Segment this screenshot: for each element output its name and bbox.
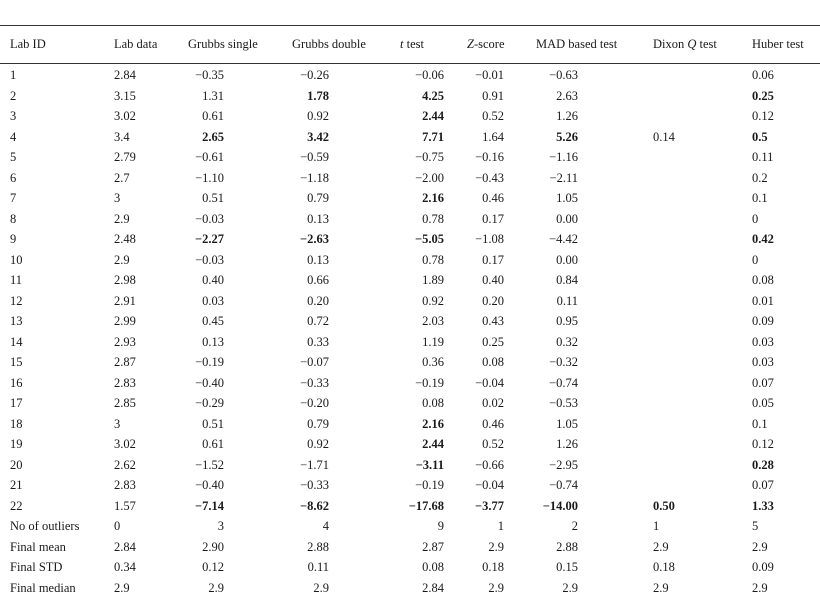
cell-lab-id: 18	[10, 416, 23, 431]
cell-mad-based-test: −2.95	[549, 457, 578, 472]
cell-grubbs-double: 2.9	[313, 580, 329, 595]
cell-mad-based-test: 1.26	[556, 109, 578, 123]
cell-grubbs-single: 0.61	[202, 109, 224, 123]
cell-lab-data: 2.83	[114, 478, 136, 492]
table-row	[0, 537, 820, 557]
cell-huber-test: 0	[752, 211, 759, 226]
cell-grubbs-single: 0.12	[202, 560, 224, 574]
cell-lab-id: 19	[10, 437, 23, 451]
cell-z-score: 0.91	[482, 88, 504, 103]
cell-huber-test: 0.12	[752, 109, 774, 123]
cell-z-score: 0.43	[482, 314, 504, 328]
header-z-score: Z-score	[467, 37, 505, 51]
cell-grubbs-double: 1.78	[307, 88, 329, 103]
cell-grubbs-single: 2.9	[208, 580, 224, 595]
cell-grubbs-double: 0.79	[307, 416, 329, 431]
cell-grubbs-double: 2.88	[307, 539, 329, 554]
cell-huber-test: 0.42	[752, 232, 774, 246]
cell-dixon-q-test: 0.50	[653, 498, 675, 513]
cell-lab-data: 1.57	[114, 498, 136, 513]
cell-grubbs-single: 0.03	[202, 293, 224, 308]
cell-lab-id: 15	[10, 355, 23, 369]
header-grubbs-single: Grubbs single	[188, 37, 258, 51]
cell-grubbs-single: 0.61	[202, 437, 224, 451]
cell-lab-data: 2.99	[114, 314, 136, 328]
cell-lab-id: 21	[10, 478, 23, 492]
cell-lab-data: 2.83	[114, 375, 136, 390]
cell-grubbs-single: 0.51	[202, 416, 224, 431]
cell-huber-test: 0.11	[752, 150, 774, 164]
cell-lab-data: 3.02	[114, 437, 136, 451]
cell-grubbs-single: 0.40	[202, 273, 224, 287]
cell-lab-id: No of outliers	[10, 519, 80, 533]
cell-t-test: 2.44	[422, 109, 444, 123]
cell-t-test: −0.19	[415, 478, 444, 492]
cell-grubbs-single: 0.51	[202, 191, 224, 205]
cell-grubbs-single: −0.19	[195, 355, 224, 369]
cell-mad-based-test: 2.63	[556, 88, 578, 103]
table-row	[0, 434, 820, 454]
cell-z-score: 0.25	[482, 334, 504, 349]
cell-grubbs-double: −0.26	[300, 68, 329, 82]
cell-grubbs-double: −1.18	[300, 170, 329, 185]
cell-t-test: 2.44	[422, 437, 444, 451]
table-row	[0, 188, 820, 208]
header-mad-based-test: MAD based test	[536, 37, 618, 51]
cell-t-test: −5.05	[415, 232, 444, 246]
cell-mad-based-test: 1.05	[556, 416, 578, 431]
cell-t-test: 1.89	[422, 273, 444, 287]
cell-huber-test: 0.12	[752, 437, 774, 451]
cell-grubbs-single: 0.45	[202, 314, 224, 328]
cell-z-score: 1.64	[482, 129, 504, 144]
cell-mad-based-test: 5.26	[556, 129, 578, 144]
cell-huber-test: 2.9	[752, 539, 768, 554]
cell-grubbs-single: −0.03	[195, 211, 224, 226]
cell-huber-test: 0.09	[752, 560, 774, 574]
cell-z-score: 0.17	[482, 252, 504, 267]
cell-lab-id: 16	[10, 375, 23, 390]
cell-t-test: 2.87	[422, 539, 444, 554]
table-row	[0, 229, 820, 249]
cell-huber-test: 2.9	[752, 580, 768, 595]
cell-z-score: 0.20	[482, 293, 504, 308]
cell-z-score: 0.02	[482, 396, 504, 410]
table-row	[0, 373, 820, 393]
table-row	[0, 209, 820, 229]
cell-lab-id: 2	[10, 88, 17, 103]
cell-dixon-q-test: 1	[653, 519, 660, 533]
cell-dixon-q-test: 0.14	[653, 129, 675, 144]
cell-grubbs-single: 2.90	[202, 539, 224, 554]
cell-grubbs-double: 0.13	[307, 211, 329, 226]
cell-huber-test: 0.03	[752, 355, 774, 369]
cell-mad-based-test: 0.15	[556, 560, 578, 574]
cell-lab-data: 2.93	[114, 334, 136, 349]
cell-z-score: 0.46	[482, 191, 504, 205]
cell-grubbs-double: 0.13	[307, 252, 329, 267]
cell-t-test: 0.78	[422, 211, 444, 226]
cell-lab-data: 2.85	[114, 396, 136, 410]
table-row	[0, 291, 820, 311]
cell-grubbs-single: 2.65	[202, 129, 224, 144]
cell-lab-data: 3.15	[114, 88, 136, 103]
cell-lab-data: 0	[114, 519, 121, 533]
cell-mad-based-test: 1.05	[556, 191, 578, 205]
cell-huber-test: 0.03	[752, 334, 774, 349]
cell-huber-test: 0	[752, 252, 759, 267]
cell-lab-data: 2.9	[114, 211, 130, 226]
cell-lab-id: 6	[10, 170, 17, 185]
cell-grubbs-double: −0.20	[300, 396, 329, 410]
cell-grubbs-double: −1.71	[300, 457, 329, 472]
cell-lab-data: 2.62	[114, 457, 136, 472]
cell-z-score: −0.16	[475, 150, 504, 164]
cell-t-test: 4.25	[422, 88, 444, 103]
cell-huber-test: 0.5	[752, 129, 768, 144]
cell-mad-based-test: 0.00	[556, 252, 578, 267]
cell-grubbs-double: 0.11	[307, 560, 329, 574]
table-row	[0, 332, 820, 352]
table-row	[0, 86, 820, 106]
cell-t-test: 2.03	[422, 314, 444, 328]
cell-mad-based-test: 2.88	[556, 539, 578, 554]
cell-t-test: 2.16	[422, 191, 444, 205]
cell-t-test: 0.08	[422, 396, 444, 410]
cell-lab-id: 4	[10, 129, 17, 144]
cell-z-score: −0.66	[475, 457, 504, 472]
cell-t-test: 0.78	[422, 252, 444, 267]
cell-t-test: −2.00	[415, 170, 444, 185]
cell-lab-id: Final STD	[10, 560, 63, 574]
cell-lab-data: 2.48	[114, 232, 136, 246]
cell-lab-data: 3.02	[114, 109, 136, 123]
cell-lab-id: 10	[10, 252, 23, 267]
cell-grubbs-double: −0.59	[300, 150, 329, 164]
cell-lab-data: 3	[114, 416, 121, 431]
cell-lab-data: 2.7	[114, 170, 130, 185]
cell-huber-test: 5	[752, 519, 759, 533]
cell-huber-test: 0.25	[752, 88, 774, 103]
cell-z-score: −1.08	[475, 232, 504, 246]
cell-z-score: −0.43	[475, 170, 504, 185]
cell-mad-based-test: 0.32	[556, 334, 578, 349]
cell-mad-based-test: −1.16	[549, 150, 578, 164]
cell-mad-based-test: 0.95	[556, 314, 578, 328]
table-row	[0, 127, 820, 147]
cell-huber-test: 1.33	[752, 498, 774, 513]
header-lab-data: Lab data	[114, 37, 158, 51]
cell-grubbs-single: −0.40	[195, 478, 224, 492]
table-row	[0, 414, 820, 434]
cell-z-score: −0.01	[475, 68, 504, 82]
cell-z-score: 0.40	[482, 273, 504, 287]
cell-t-test: 7.71	[422, 129, 444, 144]
cell-mad-based-test: −0.53	[549, 396, 578, 410]
cell-grubbs-double: −2.63	[300, 232, 329, 246]
table-row	[0, 496, 820, 516]
cell-mad-based-test: −0.63	[549, 68, 578, 82]
cell-z-score: 0.18	[482, 560, 504, 574]
cell-grubbs-double: 3.42	[307, 129, 329, 144]
cell-grubbs-double: 0.20	[307, 293, 329, 308]
cell-huber-test: 0.1	[752, 191, 768, 205]
table-row	[0, 147, 820, 167]
cell-z-score: 2.9	[488, 580, 504, 595]
table-row	[0, 578, 820, 598]
cell-mad-based-test: 2.9	[562, 580, 578, 595]
cell-lab-id: 20	[10, 457, 23, 472]
cell-lab-id: Final median	[10, 580, 76, 595]
header-t-test: t test	[400, 37, 424, 51]
cell-lab-data: 3	[114, 191, 121, 205]
cell-grubbs-double: 0.72	[307, 314, 329, 328]
table-row	[0, 352, 820, 372]
header-huber-test: Huber test	[752, 37, 804, 51]
cell-lab-id: 8	[10, 211, 17, 226]
cell-dixon-q-test: 0.18	[653, 560, 675, 574]
cell-grubbs-single: −1.10	[195, 170, 224, 185]
cell-z-score: 0.46	[482, 416, 504, 431]
cell-grubbs-single: −0.35	[195, 68, 224, 82]
cell-z-score: 0.17	[482, 211, 504, 226]
table-header-rule	[0, 63, 820, 64]
cell-grubbs-double: 0.92	[307, 109, 329, 123]
cell-mad-based-test: −4.42	[549, 232, 578, 246]
cell-t-test: 2.84	[422, 580, 444, 595]
cell-z-score: 2.9	[488, 539, 504, 554]
cell-lab-id: 14	[10, 334, 23, 349]
cell-grubbs-single: 0.13	[202, 334, 224, 349]
cell-z-score: 0.52	[482, 437, 504, 451]
cell-lab-id: 17	[10, 396, 23, 410]
cell-lab-id: 13	[10, 314, 23, 328]
cell-huber-test: 0.09	[752, 314, 774, 328]
cell-mad-based-test: −0.74	[549, 375, 578, 390]
cell-mad-based-test: 0.84	[556, 273, 578, 287]
table-row	[0, 557, 820, 577]
cell-grubbs-double: 0.79	[307, 191, 329, 205]
table-top-rule	[0, 25, 820, 26]
cell-t-test: 1.19	[422, 334, 444, 349]
table-row	[0, 455, 820, 475]
header-grubbs-double: Grubbs double	[292, 37, 366, 51]
cell-z-score: 0.08	[482, 355, 504, 369]
cell-huber-test: 0.28	[752, 457, 774, 472]
table-row	[0, 65, 820, 85]
cell-lab-data: 2.87	[114, 355, 136, 369]
cell-lab-data: 0.34	[114, 560, 136, 574]
cell-lab-id: 22	[10, 498, 23, 513]
cell-mad-based-test: −0.74	[549, 478, 578, 492]
cell-grubbs-double: −0.07	[300, 355, 329, 369]
table-row	[0, 106, 820, 126]
cell-lab-id: 12	[10, 293, 23, 308]
cell-lab-data: 2.9	[114, 252, 130, 267]
cell-huber-test: 0.06	[752, 68, 774, 82]
cell-grubbs-double: 4	[322, 519, 329, 533]
cell-grubbs-double: −8.62	[300, 498, 329, 513]
cell-t-test: 0.92	[422, 293, 444, 308]
cell-lab-data: 2.9	[114, 580, 130, 595]
cell-grubbs-single: 1.31	[202, 88, 224, 103]
cell-lab-id: 1	[10, 68, 17, 82]
cell-t-test: 2.16	[422, 416, 444, 431]
cell-grubbs-double: 0.92	[307, 437, 329, 451]
table-row	[0, 270, 820, 290]
cell-grubbs-single: −0.29	[195, 396, 224, 410]
cell-mad-based-test: 2	[571, 519, 578, 533]
cell-huber-test: 0.1	[752, 416, 768, 431]
cell-lab-data: 2.84	[114, 68, 136, 82]
cell-lab-id: 11	[10, 273, 23, 287]
table-header-row	[0, 34, 820, 54]
cell-t-test: −0.19	[415, 375, 444, 390]
cell-grubbs-single: −0.40	[195, 375, 224, 390]
cell-grubbs-single: −7.14	[195, 498, 224, 513]
cell-grubbs-single: −1.52	[195, 457, 224, 472]
table-row	[0, 475, 820, 495]
cell-huber-test: 0.2	[752, 170, 768, 185]
cell-t-test: −0.06	[415, 68, 444, 82]
header-dixon-q-test: Dixon Q test	[653, 37, 717, 51]
cell-z-score: −0.04	[475, 375, 504, 390]
cell-t-test: −0.75	[415, 150, 444, 164]
cell-huber-test: 0.07	[752, 478, 774, 492]
cell-huber-test: 0.05	[752, 396, 774, 410]
cell-mad-based-test: −0.32	[549, 355, 578, 369]
table-row	[0, 250, 820, 270]
cell-lab-data: 2.79	[114, 150, 136, 164]
cell-grubbs-double: 0.66	[307, 273, 329, 287]
cell-mad-based-test: 0.11	[556, 293, 578, 308]
cell-grubbs-single: −0.61	[195, 150, 224, 164]
cell-huber-test: 0.08	[752, 273, 774, 287]
cell-lab-id: Final mean	[10, 539, 66, 554]
cell-grubbs-double: −0.33	[300, 478, 329, 492]
cell-t-test: 9	[437, 519, 444, 533]
cell-mad-based-test: −2.11	[549, 170, 578, 185]
table-row	[0, 168, 820, 188]
cell-grubbs-single: 3	[217, 519, 224, 533]
cell-z-score: −3.77	[475, 498, 504, 513]
cell-grubbs-double: 0.33	[307, 334, 329, 349]
cell-lab-id: 7	[10, 191, 17, 205]
cell-lab-id: 9	[10, 232, 17, 246]
cell-grubbs-single: −2.27	[195, 232, 224, 246]
cell-dixon-q-test: 2.9	[653, 539, 669, 554]
cell-mad-based-test: 0.00	[556, 211, 578, 226]
cell-t-test: 0.36	[422, 355, 444, 369]
cell-dixon-q-test: 2.9	[653, 580, 669, 595]
cell-t-test: −3.11	[415, 457, 444, 472]
cell-lab-data: 2.84	[114, 539, 136, 554]
table-row	[0, 311, 820, 331]
cell-lab-data: 2.91	[114, 293, 136, 308]
cell-lab-data: 3.4	[114, 129, 130, 144]
cell-mad-based-test: 1.26	[556, 437, 578, 451]
header-lab-id: Lab ID	[10, 37, 46, 51]
cell-z-score: −0.04	[475, 478, 504, 492]
cell-t-test: 0.08	[422, 560, 444, 574]
table-row	[0, 516, 820, 536]
cell-t-test: −17.68	[408, 498, 444, 513]
cell-grubbs-single: −0.03	[195, 252, 224, 267]
cell-mad-based-test: −14.00	[542, 498, 578, 513]
cell-lab-data: 2.98	[114, 273, 136, 287]
table-row	[0, 393, 820, 413]
cell-lab-id: 5	[10, 150, 17, 164]
cell-grubbs-double: −0.33	[300, 375, 329, 390]
cell-huber-test: 0.07	[752, 375, 774, 390]
cell-z-score: 1	[497, 519, 504, 533]
cell-lab-id: 3	[10, 109, 17, 123]
cell-huber-test: 0.01	[752, 293, 774, 308]
cell-z-score: 0.52	[482, 109, 504, 123]
